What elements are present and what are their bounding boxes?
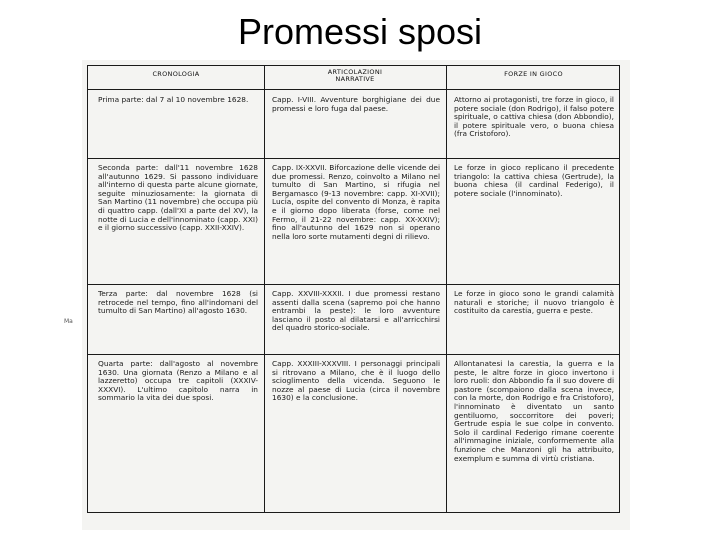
header-cronologia: CRONOLOGIA [152, 70, 200, 78]
slide-title: Promessi sposi [237, 11, 483, 52]
row4-narrative: Capp. XXXIII-XXXVIII. I personaggi principali si ritrovano a Milano, che è il luogo dello scioglimento della vicenda. Seguono le nozze al paese di Lucia (circa il novembre 1630) e la conclusione. [272, 360, 440, 403]
header-articolazioni-line2: NARRATIVE [335, 75, 375, 83]
row2-narrative: Capp. IX-XXVII. Biforcazione delle vicende dei due promessi. Renzo, coinvolto a Milano nel tumulto di San Martino, si rifugia nel Bergamasco (9-13 novembre: capp. XI-XVII); Lucia, ospite del convento di Monza, è rapita e il giorno dopo liberata (forse, come nel Fermo, il 21-22 novembre: capp. XX-XXIV); fino all'autunno del 1629 non si operano nella loro sorte mutamenti degni di rilievo. [272, 164, 440, 241]
row2-cronologia: Seconda parte: dall'11 novembre 1628 all'autunno 1629. Si passono individuare all'interno di questa parte alcune giornate, seguite minuziosamente: la giornata di San Martino (11 novembre) che occupa più di quattro capp. (dall'XI a parte del XV), la notte di Lucia e dell'innominato (capp. XXI) e il giorno successivo (capp. XXII-XXIV). [98, 164, 258, 233]
row1-cronologia: Prima parte: dal 7 al 10 novembre 1628. [98, 96, 249, 104]
header-articolazioni [264, 66, 446, 90]
table-header-row [88, 66, 619, 90]
row4-cronologia: Quarta parte: dall'agosto al novembre 1630. Una giornata (Renzo a Milano e al lazzeretto) occupa tre capitoli (XXXIV-XXXVI). L'ultimo capitolo narra in sommario la vita dei due sposi. [98, 360, 258, 403]
chronology-table [87, 65, 620, 513]
header-articolazioni-line1: ARTICOLAZIONI [327, 68, 383, 76]
row-divider [88, 158, 619, 159]
row3-cronologia: Terza parte: dal novembre 1628 (si retrocede nel tempo, fino all'indomani del tumulto di San Martino) all'agosto 1630. [98, 290, 258, 316]
row-divider [88, 354, 619, 355]
column-divider [446, 66, 447, 512]
row2-forze: Le forze in gioco replicano il precedente triangolo: la cattiva chiesa (Gertrude), la buona chiesa (il cardinal Federigo), il potere sociale (l'innominato). [454, 164, 614, 198]
column-divider [264, 66, 265, 512]
scanned-table-image [82, 60, 630, 530]
row-divider [88, 284, 619, 285]
row3-forze: Le forze in gioco sono le grandi calamità naturali e storiche; il nuovo triangolo è costituito da carestia, guerra e peste. [454, 290, 614, 316]
row1-narrative: Capp. I-VIII. Avventure borghigiane dei due promessi e loro fuga dal paese. [272, 96, 440, 113]
row3-narrative: Capp. XXVIII-XXXII. I due promessi restano assenti dalla scena (sapremo poi che hanno entrambi la peste): le loro avventure lasciano il posto al dilatarsi e all'arricchirsi del quadro storico-sociale. [272, 290, 440, 333]
margin-note: Ma [64, 318, 73, 325]
header-forze: FORZE IN GIOCO [504, 70, 563, 78]
row1-forze: Attorno ai protagonisti, tre forze in gioco, il potere sociale (don Rodrigo), il falso potere spirituale, o cattiva chiesa (don Abbondio), il potere spirituale vero, o buona chiesa (fra Cristoforo). [454, 96, 614, 139]
row4-forze: Allontanatesi la carestia, la guerra e la peste, le altre forze in gioco invertono i loro ruoli: don Abbondio fa il suo dovere di pastore (scompaiono dalla scena invece, con la morte, don Rodrigo e fra Cristoforo), l'innominato è diventato un santo gentiluomo, soccorritore dei poveri; Gertrude espia le sue colpe in convento. Solo il cardinal Federigo rimane coerente all'immagine iniziale, conformemente alla funzione che Manzoni gli ha attribuito, exemplum e summa di virtù cristiana. [454, 360, 614, 463]
